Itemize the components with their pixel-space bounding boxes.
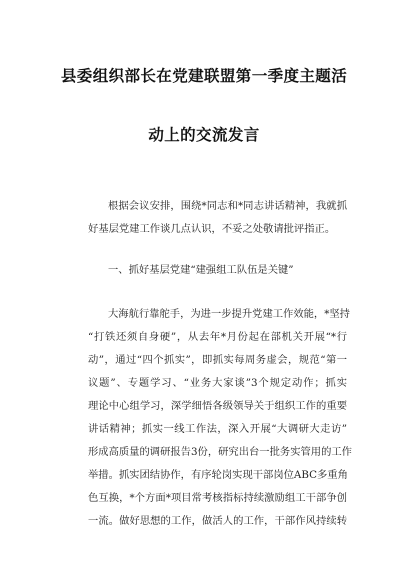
section-paragraph-line: 一流。做好思想的工作，做活人的工作，干部作风持续转 <box>88 515 347 527</box>
intro-paragraph-line: 根据会议安排，围绕*同志和*同志讲话精神，我就抓 <box>108 200 347 212</box>
section-paragraph-line: 形成高质量的调研报告3份，研究出台一批务实管用的工作 <box>88 446 352 458</box>
section-paragraph-line: 色互换，*个方面*项目常考核指标持续激励组工干部争创 <box>88 492 347 504</box>
section-paragraph-line: 动”，通过“四个抓实”，即抓实每周务虚会，规范“第一 <box>88 354 347 366</box>
document-title-line-1: 县委组织部长在党建联盟第一季度主题活 <box>60 67 348 85</box>
section-paragraph-line: 大海航行靠舵手，为进一步提升党建工作效能，*坚持 <box>108 308 350 320</box>
section-paragraph-line: 议题”、专题学习、“业务大家谈”3个规定动作；抓实 <box>88 377 347 389</box>
section-paragraph-line: “打铁还须自身硬”，从去年*月份起在部机关开展“*行 <box>88 331 347 343</box>
section-paragraph-line: 讲话精神；抓实一线工作法，深入开展“大调研大走访” <box>88 423 347 435</box>
section-paragraph-line: 理论中心组学习，深学细悟各级领导关于组织工作的重要 <box>88 400 347 412</box>
intro-paragraph-line: 好基层党建工作谈几点认识，不妥之处敬请批评指正。 <box>88 223 336 235</box>
section-paragraph-line: 举措。抓实团结协作，有序轮岗实现干部岗位ABC多重角 <box>88 469 348 481</box>
document-title-line-2: 动上的交流发言 <box>148 126 260 144</box>
section-heading: 一、抓好基层党建“建强组工队伍是关键” <box>108 264 294 276</box>
